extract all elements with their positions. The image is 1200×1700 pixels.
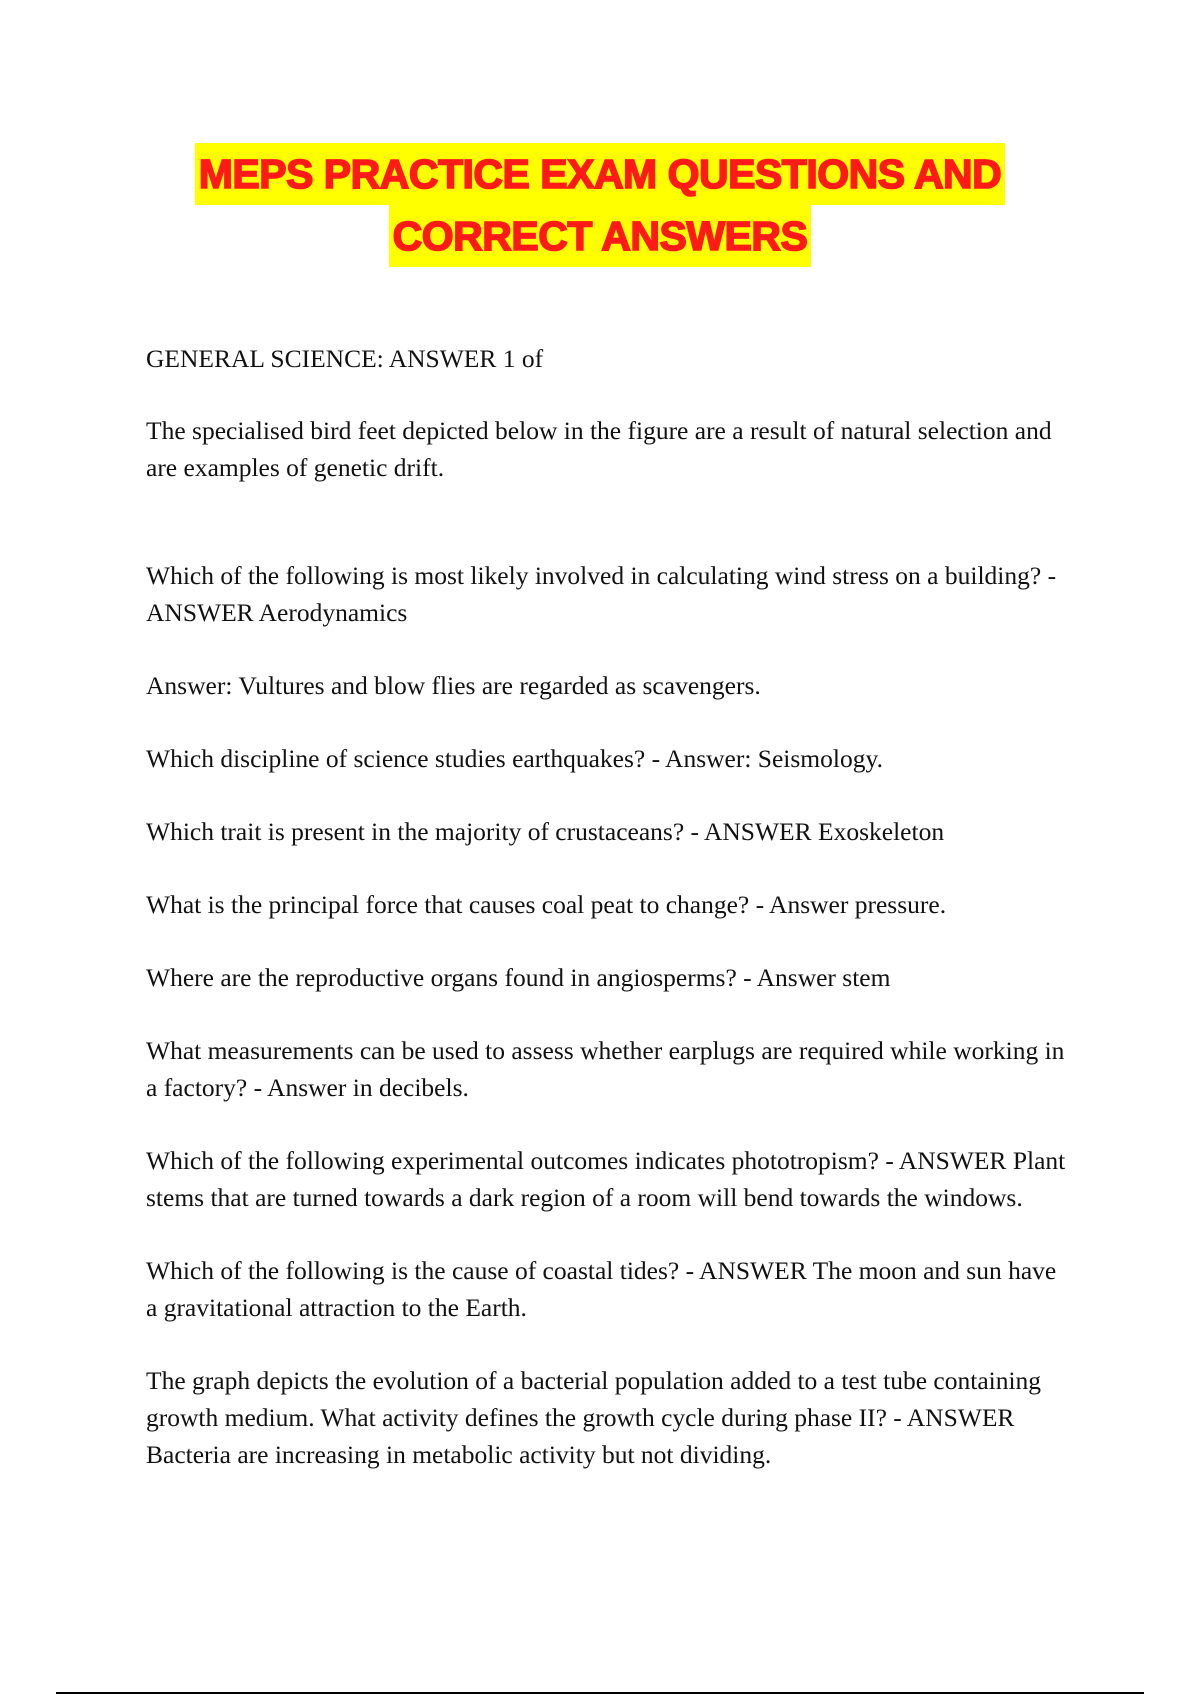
- section-heading: GENERAL SCIENCE: ANSWER 1 of: [146, 344, 544, 373]
- question-paragraph-10: Which of the following is the cause of coastal tides? - ANSWER The moon and sun have a gravitational attraction to the Earth.: [146, 1256, 1057, 1322]
- document-title: [0, 143, 1200, 267]
- question-paragraph-7: Where are the reproductive organs found in angiosperms? - Answer stem: [146, 963, 891, 992]
- question-paragraph-5: Which trait is present in the majority of crustaceans? - ANSWER Exoskeleton: [146, 817, 945, 846]
- question-paragraph-2: Which of the following is most likely involved in calculating wind stress on a building? - ANSWER Aerodynamics: [146, 561, 1057, 627]
- question-paragraph-1: The specialised bird feet depicted below in the figure are a result of natural selection and are examples of genetic drift.: [146, 416, 1052, 482]
- footer-divider: [56, 1692, 1144, 1694]
- document-body: [146, 340, 1066, 1509]
- question-paragraph-3: Answer: Vultures and blow flies are regarded as scavengers.: [146, 671, 761, 700]
- question-paragraph-6: What is the principal force that causes coal peat to change? - Answer pressure.: [146, 890, 947, 919]
- question-paragraph-4: Which discipline of science studies earthquakes? - Answer: Seismology.: [146, 744, 883, 773]
- question-paragraph-8: What measurements can be used to assess whether earplugs are required while working in a factory? - Answer in decibels.: [146, 1036, 1065, 1102]
- question-paragraph-9: Which of the following experimental outcomes indicates phototropism? - ANSWER Plant stems that are turned towards a dark region of a room will bend towards the windows.: [146, 1146, 1066, 1212]
- question-paragraph-11: The graph depicts the evolution of a bacterial population added to a test tube containing growth medium. What activity defines the growth cycle during phase II? - ANSWER Bacteria are increasing in metabolic activity but not dividing.: [146, 1366, 1042, 1469]
- title-line-2: CORRECT ANSWERS: [389, 205, 812, 267]
- title-line-1: MEPS PRACTICE EXAM QUESTIONS AND: [195, 143, 1006, 205]
